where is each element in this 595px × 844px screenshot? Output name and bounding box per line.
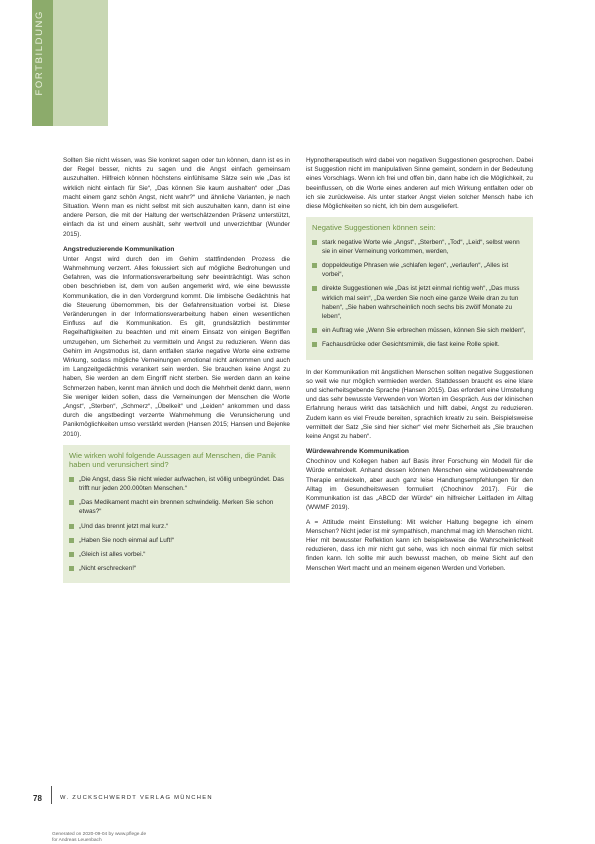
square-bullet-icon: [69, 566, 74, 571]
intro-paragraph: Sollten Sie nicht wissen, was Sie konkret sagen oder tun können, dann ist es in der Regel besser, nichts zu sagen und die Angst einfach gemeinsam auszuhalten. Hilfreich können höchstens einfühlsame Sätze sein wie „Das ist wirklich nicht einfach für Sie“, „Das können Sie kaum aushalten“ oder „Das macht einem ganz schön Angst, nicht wahr?“ und ähnliche Varianten, je nach Situation. Wenn man es nicht selbst mit sich auszuhalten kann, dann ist eine andere Person, die mit der Haltung der wertschätzenden Präsenz unterstützt, einfach da ist und einem aushält, sehr wertvoll und unverzichtbar (Wunder 2015).: [63, 157, 290, 238]
list-item: „Und das brennt jetzt mal kurz.“: [69, 522, 284, 531]
paragraph-attitude: A = Attitude meint Einstellung: Mit welcher Haltung begegne ich einem Menschen? Nicht jeder ist mir sympathisch, manchmal mag ich Menschen nicht. Hier mit bewusster Reflektion kann ich beispielsweise die Wahrscheinlichkeit reduzieren, dass ich mir nicht gut sehe, was ich noch einmal für mich selbst finden kann. Ich sollte mir auch bewusst machen, ob meine Sicht auf den Menschen Wert macht und an meinem eigenen Werden und Vorleben.: [306, 518, 533, 572]
list-item: „Nicht erschrecken!“: [69, 564, 284, 573]
suggestionen-list: [312, 238, 527, 350]
paragraph-hypnotherapeutisch: Hypnotherapeutisch wird dabei von negativen Suggestionen gesprochen. Dabei ist Suggestion nicht im manipulativen Sinne gemeint, sondern in der Bedeutung eines Vorschlags. Wenn ich frei und offen bin, dann habe ich die Möglichkeit, zu beeinflussen, ob die Worte eines anderen auf mich Wirkung entfalten oder ob ich sie zurückweise. Als unter starker Angst vielen solcher Mensch habe ich diese Möglichkeiten so nicht, ich bin dem ausgeliefert.: [306, 157, 533, 211]
info-box-aussagen: [63, 445, 290, 583]
list-item: doppeldeutige Phrasen wie „schlafen legen“, „verlaufen“, „Alles ist vorbei“,: [312, 261, 527, 279]
list-item: „Haben Sie noch einmal auf Luft!“: [69, 536, 284, 545]
page-number: 78: [33, 794, 42, 803]
info-box-title: Negative Suggestionen können sein:: [312, 223, 436, 233]
left-column: [63, 156, 290, 591]
list-item: ein Auftrag wie „Wenn Sie erbrechen müssen, können Sie sich melden“,: [312, 326, 527, 335]
paragraph-angst: Unter Angst wird durch den im Gehirn stattfindenden Prozess die Wahrnehmung verzerrt. Alles fokussiert sich auf mögliche Bedrohungen und Gefahren, was die Informationsverarbeitung sehr beeinträchtigt. Was schon oben beschrieben ist, dem von außen angemerkt wird, wie eine bewusste Kommunikation, die in den Vordergrund kommt. Die limbische Gedächtnis hat die Steuerung übernommen, bis der Gefahrensituation vorbei ist. Diese Veränderungen in der Informationsverarbeitung haben einen wesentlichen Einfluss auf die Kommunikation. Es gilt, grundsätzlich bestimmter Regelhaftigkeiten zu beachten und mit einem Einsatz von einigen Begriffen umzugehen, um Sicherheit zu vermitteln und Angst zu reduzieren. Wenn das Gehirn im Angstmodus ist, dann entfallen starke negative Worte eine extreme Wirkung, sodass mögliche Verneinungen emotional nicht ankommen und auch im Langzeitgedächtnis verankert sein werden. Sie brauchen keine Angst zu haben, Sie werden an dem Eingriff nicht sterben. Sie werden dann an keine Schmerzen haben, kennt man ähnlich und doch die Mehrheit denkt dann, wenn Sie weniger leiden sollen, dass die Verneinungen der Menschen die Worte „Angst“, „Sterben“, „Schmerz“, „Übelkeit“ und „Leiden“ ankommen und dass durch die angstbedingt verzerrte Wahrnehmung die Verunsicherung und Panikmöglichkeiten umso verstärkt werden (Hansen 2015; Hansen und Bejenke 2010).: [63, 255, 290, 438]
right-column: [306, 156, 533, 578]
stamp-line-2: for Andreas Leuenbach: [52, 838, 102, 843]
info-box-suggestionen: [306, 217, 533, 359]
info-box-title: Wie wirken wohl folgende Aussagen auf Menschen, die Panik haben und verunsichert sind?: [69, 450, 276, 470]
square-bullet-icon: [312, 263, 317, 268]
aussagen-list: [69, 475, 284, 574]
square-bullet-icon: [312, 240, 317, 245]
footer-divider: [51, 786, 52, 804]
square-bullet-icon: [312, 328, 317, 333]
square-bullet-icon: [312, 342, 317, 347]
paragraph-chochinov: Chochinov und Kollegen haben auf Basis ihrer Forschung ein Modell für die Würde entwickelt. Anhand dessen können Menschen eine würdebewahrende Therapie entwickeln, aber auch ganz leise Handlungsempfehlungen für den Alltag im Gesundheitswesen formuliert (Chochinov 2017). Für die Kommunikation ist das „ABCD der Würde“ ein hilfreicher Leitfaden im Alltag (WWMF 2019).: [306, 458, 533, 512]
square-bullet-icon: [69, 500, 74, 505]
paragraph-kommunikation: In der Kommunikation mit ängstlichen Menschen sollten negative Suggestionen so weit wie nur möglich vermieden werden. Stattdessen braucht es eine klare und sicherheitsgebende Sprache (Hansen 2015). Das erfordert eine Umstellung und das sehr bewusste Verwenden von Worten im Gespräch. Aus der klinischen Erfahrung heraus wirkt das tatsächlich und hilft dabei, Angst zu reduzieren. Zudem kann es viel Freude bereiten, sprachlich kreativ zu sein. Beispielsweise vermittelt der Satz „Sie sind hier sicher“ viel mehr Sicherheit als „Sie brauchen keine Angst zu haben“.: [306, 368, 533, 441]
list-item: stark negative Worte wie „Angst“, „Sterben“, „Tod“, „Leid“, selbst wenn sie in einer Verneinung vorkommen, werden,: [312, 238, 527, 256]
list-item: „Das Medikament macht ein brennen schwindelig. Merken Sie schon etwas?“: [69, 498, 284, 516]
section-tag-block: [53, 0, 108, 126]
stamp-line-1: Generated on 2020-09-04 by www.pflege.de: [52, 832, 147, 837]
list-item: „Gleich ist alles vorbei.“: [69, 550, 284, 559]
list-item: Fachausdrücke oder Gesichtsmimik, die fast keine Rolle spielt.: [312, 340, 527, 349]
heading-wuerdewahrende: Würdewahrende Kommunikation: [306, 448, 409, 456]
list-item: direkte Suggestionen wie „Das ist jetzt einmal richtig weh“, „Das muss wirklich mal sein“, „Da werden Sie noch eine ganze Weile dran zu tun haben“, „Sie haben wahrscheinlich noch sechs bis zwölf Monate zu leben“,: [312, 284, 527, 321]
download-stamp: [52, 832, 146, 844]
publisher-name: W. ZUCKSCHWERDT VERLAG MÜNCHEN: [60, 795, 213, 801]
square-bullet-icon: [69, 524, 74, 529]
square-bullet-icon: [312, 286, 317, 291]
square-bullet-icon: [69, 552, 74, 557]
square-bullet-icon: [69, 538, 74, 543]
heading-angstreduzierende: Angstreduzierende Kommunikation: [63, 245, 175, 253]
section-tag-label: FORTBILDUNG: [34, 10, 45, 96]
list-item: „Die Angst, dass Sie nicht wieder aufwachen, ist völlig unbegründet. Das trifft nur jeden 200.000ten Menschen.“: [69, 475, 284, 493]
square-bullet-icon: [69, 477, 74, 482]
